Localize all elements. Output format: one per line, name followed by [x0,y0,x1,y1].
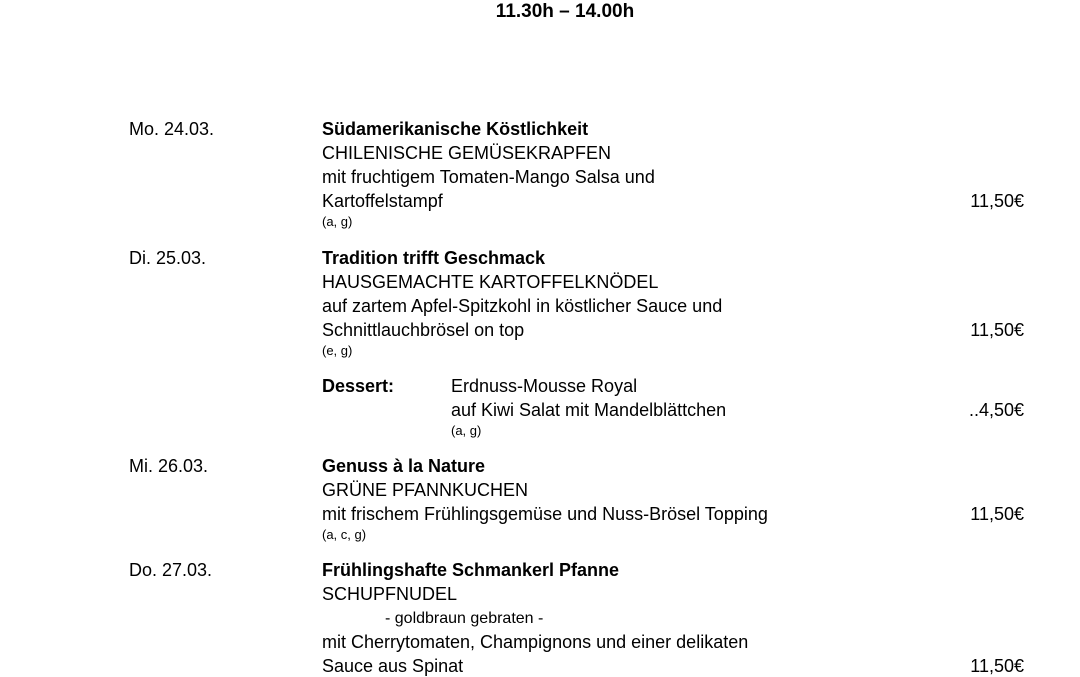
dessert-allergens: (a, g) [451,423,482,438]
dessert-label: Dessert: [322,376,395,396]
dish-name-monday: CHILENISCHE GEMÜSEKRAPFEN [322,143,612,163]
dish-title-tuesday: Tradition trifft Geschmack [322,248,546,268]
dish-description-tuesday-2: Schnittlauchbrösel on top [322,320,525,340]
dish-name-thursday: SCHUPFNUDEL [322,584,458,604]
dish-title-monday: Südamerikanische Köstlichkeit [322,119,589,139]
dish-preparation-note-thursday: - goldbraun gebraten - [385,610,544,627]
dessert-price: ..4,50€ [968,400,1024,420]
dish-description-monday: mit fruchtigem Tomaten-Mango Salsa und [322,167,655,187]
day-label-thursday: Do. 27.03. [129,560,213,580]
price-tuesday: 11,50€ [970,320,1024,340]
dish-title-wednesday: Genuss à la Nature [322,456,486,476]
opening-hours: 11.30h – 14.00h [495,1,635,22]
allergens-wednesday: (a, c, g) [322,527,367,542]
dish-description-thursday-2: Sauce aus Spinat [322,656,464,676]
allergens-tuesday: (e, g) [322,343,353,358]
dish-name-tuesday: HAUSGEMACHTE KARTOFFELKNÖDEL [322,272,659,292]
dish-description-monday-2: Kartoffelstampf [322,191,443,211]
day-label-tuesday: Di. 25.03. [129,248,207,268]
dish-description-wednesday: mit frischem Frühlingsgemüse und Nuss-Brösel Topping [322,504,768,524]
allergens-monday: (a, g) [322,214,353,229]
dish-name-wednesday: GRÜNE PFANNKUCHEN [322,480,529,500]
dish-description-thursday: mit Cherrytomaten, Champignons und einer delikaten [322,632,749,652]
day-label-monday: Mo. 24.03. [129,119,215,139]
dish-title-thursday: Frühlingshafte Schmankerl Pfanne [322,560,620,580]
dessert-name: Erdnuss-Mousse Royal [451,376,638,396]
price-monday: 11,50€ [970,191,1024,211]
day-label-wednesday: Mi. 26.03. [129,456,209,476]
dish-description-tuesday: auf zartem Apfel-Spitzkohl in köstlicher Sauce und [322,296,723,316]
price-wednesday: 11,50€ [970,504,1024,524]
price-thursday: 11,50€ [970,656,1024,676]
dessert-description: auf Kiwi Salat mit Mandelblättchen [451,400,727,420]
